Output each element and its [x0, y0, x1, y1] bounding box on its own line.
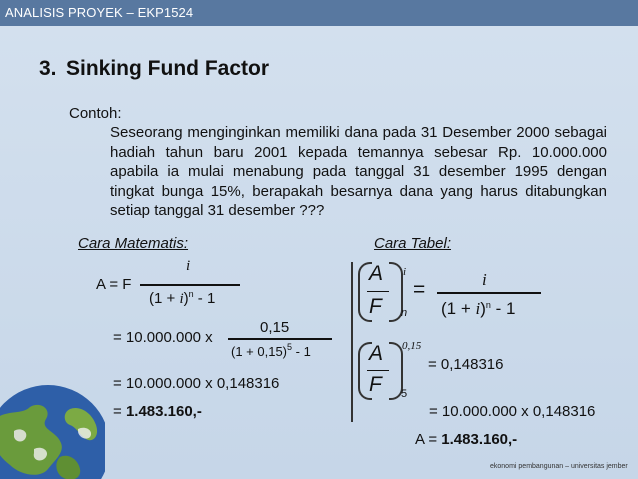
af2-sup-rate: 0,15	[402, 340, 422, 352]
af2-bar	[367, 370, 389, 371]
table-bracket-line	[351, 262, 353, 422]
header-bar	[0, 0, 638, 26]
formula-numerator: i	[186, 258, 191, 274]
af2-sub-5: 5	[401, 388, 408, 400]
af-bar	[367, 291, 389, 292]
table-denominator: $(1 + i)^n - 1$	[441, 299, 516, 318]
step1-fraction-bar	[228, 338, 332, 340]
af-sup-i: i	[403, 266, 407, 278]
table-numerator: i	[482, 270, 487, 289]
af2-A: A	[369, 342, 384, 365]
table-result: = 0,148316	[428, 356, 504, 373]
step1-numerator: 0,15	[260, 319, 290, 336]
table-final: A = 1.483.160,-	[415, 431, 518, 448]
af2-F: F	[369, 373, 382, 396]
table-step2: = 10.000.000 x 0,148316	[429, 403, 596, 420]
example-paragraph: Seseorang menginginkan memiliki dana pada 31 Desember 2000 sebagai hadiah tahun baru 2001 kepada temannya sebesar Rp. 10.000.000 apabila ia mulai menabung pada tanggal 31 desember 1995 dengan tingkat bunga 15%, berapakah besarnya dana yang harus ditabungkan setiap tanggal 31 desember ???	[110, 124, 607, 219]
footer-text: ekonomi pembangunan – universitas jember	[490, 463, 628, 470]
af-A: A	[369, 262, 384, 285]
step1-denominator: $(1 + 0,15)^5 - 1$	[231, 342, 311, 359]
step1-prefix: = 10.000.000 x	[113, 329, 213, 346]
formula-fraction-bar	[140, 284, 240, 286]
step2-text: = 10.000.000 x 0,148316	[113, 375, 280, 392]
slide-title: Sinking Fund Factor	[66, 57, 269, 80]
table-fraction-bar	[437, 292, 541, 294]
af-F: F	[369, 295, 382, 318]
table-method-label: Cara Tabel:	[374, 235, 451, 252]
course-title: ANALISIS PROYEK – EKP1524	[5, 5, 194, 20]
af-sub-n: n	[401, 307, 408, 319]
example-label: Contoh:	[69, 105, 122, 122]
math-method-label: Cara Matematis:	[78, 235, 189, 252]
step3-text: = 1.483.160,-	[113, 403, 202, 420]
section-number: 3.	[39, 57, 57, 80]
globe-icon	[0, 379, 105, 479]
table-equals: =	[413, 278, 426, 301]
formula-lhs: A = F	[96, 276, 132, 293]
formula-denominator: $(1 + i)^n - 1$	[149, 289, 216, 307]
